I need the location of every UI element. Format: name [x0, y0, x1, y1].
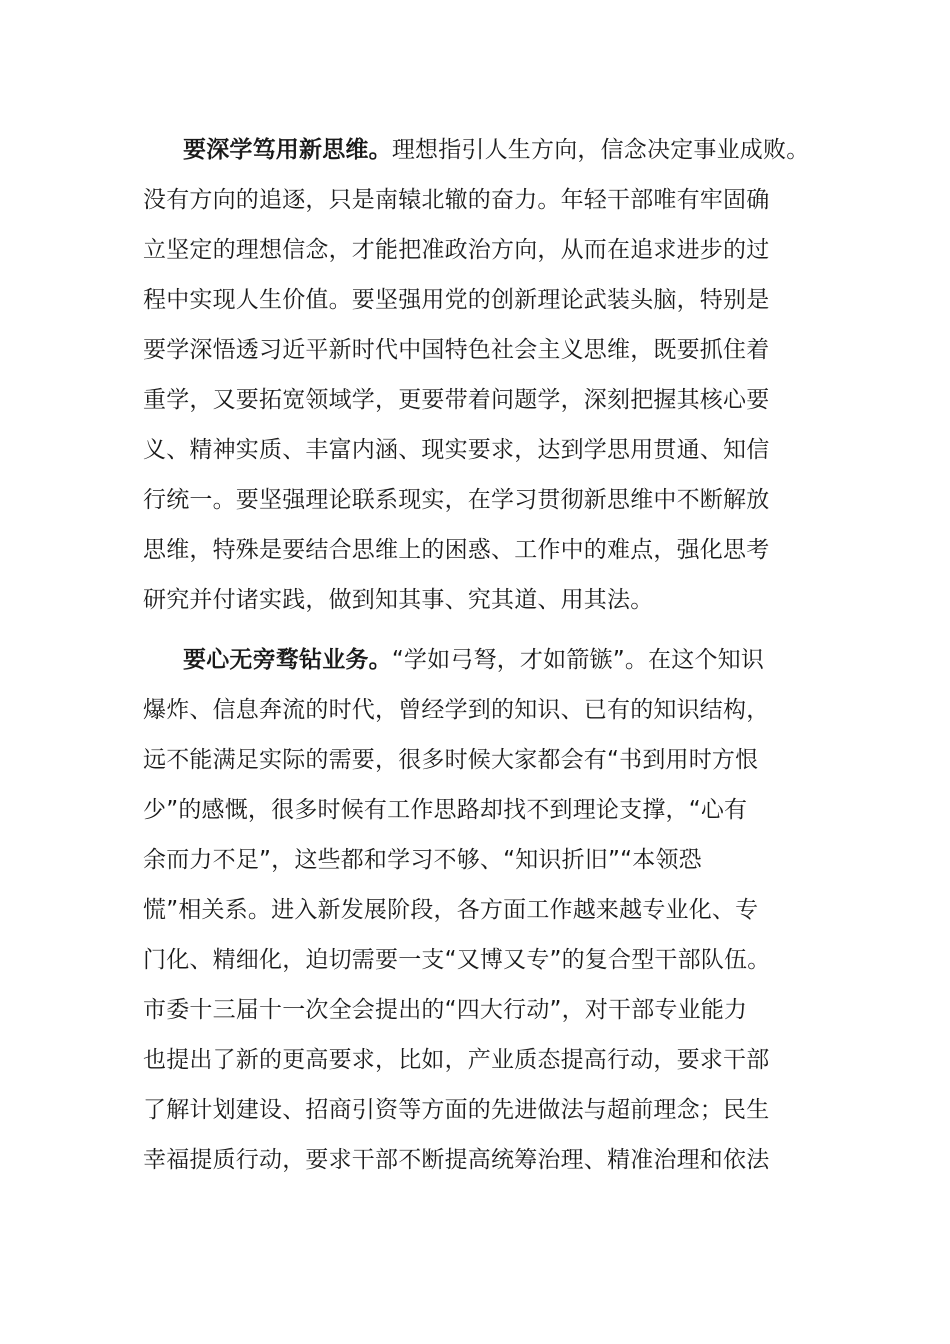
paragraph-2-lead: 要心无旁骛钻业务。 [183, 647, 392, 673]
paragraph-1-line-2: 没有方向的追逐，只是南辕北辙的奋力。年轻干部唯有牢固确 [143, 187, 770, 213]
paragraph-1-lead: 要深学笃用新思维。 [183, 137, 392, 163]
paragraph-2-line-3: 远不能满足实际的需要，很多时候大家都会有“书到用时方恨 [143, 747, 759, 773]
paragraph-1-line-9: 思维，特殊是要结合思维上的困惑、工作中的难点，强化思考 [143, 537, 770, 563]
paragraph-2-line-5: 余而力不足”，这些都和学习不够、“知识折旧”“本领恐 [143, 847, 702, 873]
paragraph-1-line-4: 程中实现人生价值。要坚强用党的创新理论武装头脑，特别是 [143, 287, 770, 313]
paragraph-2-text: “学如弓弩，才如箭镞”。在这个知识 [391, 647, 765, 673]
paragraph-2-line-4: 少”的感慨，很多时候有工作思路却找不到理论支撑，“心有 [143, 797, 748, 823]
paragraph-1-text: 理想指引人生方向，信念决定事业成败。 [391, 137, 810, 163]
paragraph-2-line-2: 爆炸、信息奔流的时代，曾经学到的知识、已有的知识结构， [143, 697, 770, 723]
paragraph-1-line-10: 研究并付诸实践，做到知其事、究其道、用其法。 [143, 587, 654, 613]
paragraph-2-line-10: 了解计划建设、招商引资等方面的先进做法与超前理念；民生 [143, 1097, 770, 1123]
paragraph-2-line-8: 市委十三届十一次全会提出的“四大行动”，对干部专业能力 [143, 997, 748, 1023]
paragraph-1-line-5: 要学深悟透习近平新时代中国特色社会主义思维，既要抓住着 [143, 337, 770, 363]
paragraph-1-line-8: 行统一。要坚强理论联系现实，在学习贯彻新思维中不断解放 [143, 487, 770, 513]
paragraph-2-line-9: 也提出了新的更高要求，比如，产业质态提高行动，要求干部 [143, 1047, 770, 1073]
paragraph-2-line-1 [183, 635, 764, 685]
paragraph-2-line-6: 慌”相关系。进入新发展阶段，各方面工作越来越专业化、专 [143, 897, 759, 923]
paragraph-1-line-3: 立坚定的理想信念，才能把准政治方向，从而在追求进步的过 [143, 237, 770, 263]
paragraph-1-line-6: 重学，又要拓宽领域学，更要带着问题学，深刻把握其核心要 [143, 387, 770, 413]
paragraph-1-line-1 [183, 125, 809, 175]
paragraph-2-line-11: 幸福提质行动，要求干部不断提高统筹治理、精准治理和依法 [143, 1147, 770, 1173]
paragraph-1-line-7: 义、精神实质、丰富内涵、现实要求，达到学思用贯通、知信 [143, 437, 770, 463]
paragraph-2-line-7: 门化、精细化，迫切需要一支“又博又专”的复合型干部队伍。 [143, 947, 771, 973]
